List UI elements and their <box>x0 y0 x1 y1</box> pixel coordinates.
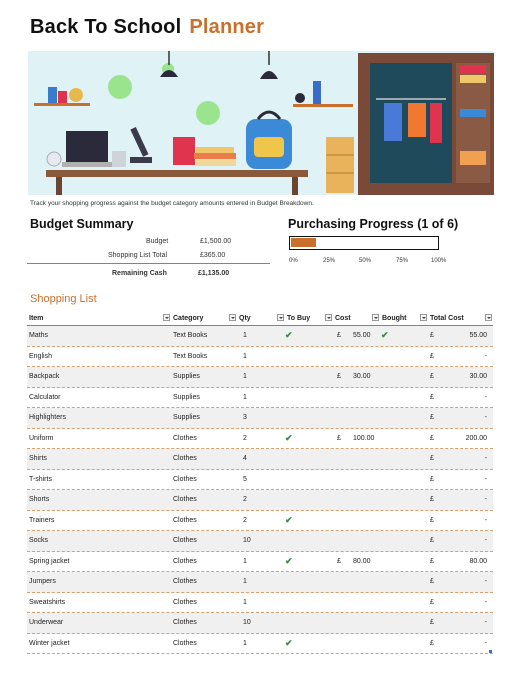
cost-cell: 30.00 <box>353 373 371 380</box>
item-cell: Shorts <box>29 496 50 503</box>
total-currency: £ <box>430 475 434 483</box>
qty-cell: 1 <box>243 373 247 380</box>
item-cell: Jumpers <box>29 578 56 585</box>
qty-cell: 1 <box>243 598 247 606</box>
dropdown-arrow-icon[interactable] <box>485 314 492 321</box>
item-cell: Shirts <box>29 455 47 462</box>
progress-tick: 0% <box>289 258 298 264</box>
shopping-list-title: Shopping List <box>30 293 97 305</box>
item-cell: Highlighters <box>29 414 66 421</box>
cost-currency: £ <box>337 434 341 442</box>
total-currency: £ <box>430 516 434 524</box>
qty-cell: 2 <box>243 496 247 503</box>
total-cell: - <box>484 475 487 483</box>
total-cell: - <box>484 352 487 360</box>
category-cell: Clothes <box>173 434 197 442</box>
list-total-label: Shopping List Total <box>108 252 168 259</box>
progress-fill <box>291 238 316 247</box>
category-cell: Clothes <box>173 598 197 606</box>
budget-divider <box>27 263 270 264</box>
category-cell: Clothes <box>173 619 197 626</box>
item-cell: Maths <box>29 332 49 339</box>
check-icon: ✔ <box>285 330 293 340</box>
table-row[interactable] <box>27 326 493 347</box>
list-total-value: £365.00 <box>200 252 226 259</box>
table-row[interactable] <box>27 388 493 409</box>
progress-tick: 25% <box>323 258 336 264</box>
dropdown-arrow-icon[interactable] <box>372 314 379 321</box>
item-cell: Trainers <box>29 516 55 524</box>
total-cell: - <box>484 516 487 524</box>
total-currency: £ <box>430 332 434 339</box>
total-cell: - <box>484 414 487 421</box>
total-cell: - <box>484 496 487 503</box>
qty-cell: 5 <box>243 475 247 483</box>
total-currency: £ <box>430 557 434 565</box>
budget-label: Budget <box>146 238 169 245</box>
table-row[interactable] <box>27 511 493 532</box>
total-cell: 80.00 <box>469 557 487 565</box>
item-cell: Spring jacket <box>29 557 70 565</box>
category-cell: Clothes <box>173 516 197 524</box>
total-currency: £ <box>430 414 434 421</box>
qty-cell: 4 <box>243 455 247 462</box>
total-currency: £ <box>430 434 434 442</box>
table-row[interactable] <box>27 490 493 511</box>
item-cell: Calculator <box>29 393 61 401</box>
table-row[interactable] <box>27 634 493 655</box>
total-currency: £ <box>430 352 434 360</box>
total-cell: 55.00 <box>469 332 487 339</box>
table-row[interactable] <box>27 552 493 573</box>
total-currency: £ <box>430 373 434 380</box>
progress-bar <box>289 236 439 250</box>
item-cell: Winter jacket <box>29 639 70 647</box>
total-cell: - <box>484 598 487 606</box>
total-cell: - <box>484 619 487 626</box>
table-header <box>27 313 493 326</box>
progress-tick: 75% <box>396 258 409 264</box>
title-part1: Back To School <box>30 16 182 38</box>
qty-cell: 10 <box>243 537 251 544</box>
header-qty: Qty <box>239 315 251 322</box>
table-row[interactable] <box>27 470 493 491</box>
item-cell: Backpack <box>29 373 60 380</box>
header-item: Item <box>29 315 44 322</box>
remaining-label: Remaining Cash <box>112 270 167 277</box>
header-bought: Bought <box>382 315 407 322</box>
qty-cell: 1 <box>243 578 247 585</box>
remaining-value: £1,135.00 <box>198 270 230 277</box>
total-currency: £ <box>430 598 434 606</box>
dropdown-arrow-icon[interactable] <box>277 314 284 321</box>
total-cell: - <box>484 537 487 544</box>
total-cell: - <box>484 455 487 462</box>
table-row[interactable] <box>27 613 493 634</box>
qty-cell: 3 <box>243 414 247 421</box>
category-cell: Clothes <box>173 455 197 462</box>
header-category: Category <box>173 315 204 322</box>
category-cell: Clothes <box>173 537 197 544</box>
banner-illustration <box>28 51 494 195</box>
item-cell: T-shirts <box>29 475 52 483</box>
cost-cell: 100.00 <box>353 434 375 442</box>
total-currency: £ <box>430 455 434 462</box>
check-icon: ✔ <box>381 330 389 340</box>
header-to-buy: To Buy <box>287 315 311 322</box>
dropdown-arrow-icon[interactable] <box>163 314 170 321</box>
classroom-illustration-icon <box>28 51 494 195</box>
table-row[interactable] <box>27 449 493 470</box>
table-row[interactable] <box>27 408 493 429</box>
total-cell: - <box>484 393 487 401</box>
category-cell: Clothes <box>173 475 197 483</box>
dropdown-arrow-icon[interactable] <box>420 314 427 321</box>
table-row[interactable] <box>27 347 493 368</box>
total-cell: 30.00 <box>469 373 487 380</box>
progress-tick: 100% <box>431 258 447 264</box>
cost-cell: 55.00 <box>353 332 371 339</box>
category-cell: Text Books <box>173 332 208 339</box>
qty-cell: 1 <box>243 352 247 360</box>
progress-title: Purchasing Progress (1 of 6) <box>288 217 459 231</box>
table-row[interactable] <box>27 429 493 450</box>
cost-currency: £ <box>337 557 341 565</box>
qty-cell: 1 <box>243 639 247 647</box>
item-cell: Underwear <box>29 619 64 626</box>
category-cell: Supplies <box>173 373 200 380</box>
description-text: Track your shopping progress against the budget category amounts entered in Budget Breakdown. <box>30 200 314 207</box>
category-cell: Clothes <box>173 639 197 647</box>
table-row[interactable] <box>27 531 493 552</box>
item-cell: Sweatshirts <box>29 598 66 606</box>
budget-summary-title: Budget Summary <box>30 217 134 231</box>
table-resize-handle[interactable] <box>489 650 492 653</box>
progress-tick: 50% <box>359 258 372 264</box>
total-cell: - <box>484 578 487 585</box>
check-icon: ✔ <box>285 432 293 443</box>
qty-cell: 2 <box>243 516 247 524</box>
check-icon: ✔ <box>285 637 293 648</box>
qty-cell: 1 <box>243 557 247 565</box>
item-cell: English <box>29 352 52 360</box>
total-currency: £ <box>430 496 434 503</box>
category-cell: Text Books <box>173 352 208 360</box>
check-icon: ✔ <box>285 555 293 566</box>
table-row[interactable] <box>27 572 493 593</box>
category-cell: Clothes <box>173 557 197 565</box>
header-cost: Cost <box>335 315 351 322</box>
qty-cell: 1 <box>243 393 247 401</box>
budget-value: £1,500.00 <box>200 238 232 245</box>
cost-cell: 80.00 <box>353 557 371 565</box>
title-part2: Planner <box>189 16 265 38</box>
page-title <box>30 16 264 39</box>
check-icon: ✔ <box>285 514 293 525</box>
qty-cell: 1 <box>243 332 247 339</box>
cost-currency: £ <box>337 373 341 380</box>
category-cell: Clothes <box>173 496 197 503</box>
qty-cell: 2 <box>243 434 247 442</box>
total-cell: - <box>484 639 487 647</box>
total-currency: £ <box>430 537 434 544</box>
category-cell: Supplies <box>173 414 200 421</box>
item-cell: Socks <box>29 537 49 544</box>
total-currency: £ <box>430 393 434 401</box>
category-cell: Supplies <box>173 393 200 401</box>
item-cell: Uniform <box>29 434 54 442</box>
table-row[interactable] <box>27 367 493 388</box>
total-cell: 200.00 <box>465 434 487 442</box>
total-currency: £ <box>430 578 434 585</box>
qty-cell: 10 <box>243 619 251 626</box>
total-currency: £ <box>430 639 434 647</box>
dropdown-arrow-icon[interactable] <box>229 314 236 321</box>
category-cell: Clothes <box>173 578 197 585</box>
dropdown-arrow-icon[interactable] <box>325 314 332 321</box>
cost-currency: £ <box>337 332 341 339</box>
total-currency: £ <box>430 619 434 626</box>
table-row[interactable] <box>27 593 493 614</box>
header-total-cost: Total Cost <box>430 315 464 322</box>
